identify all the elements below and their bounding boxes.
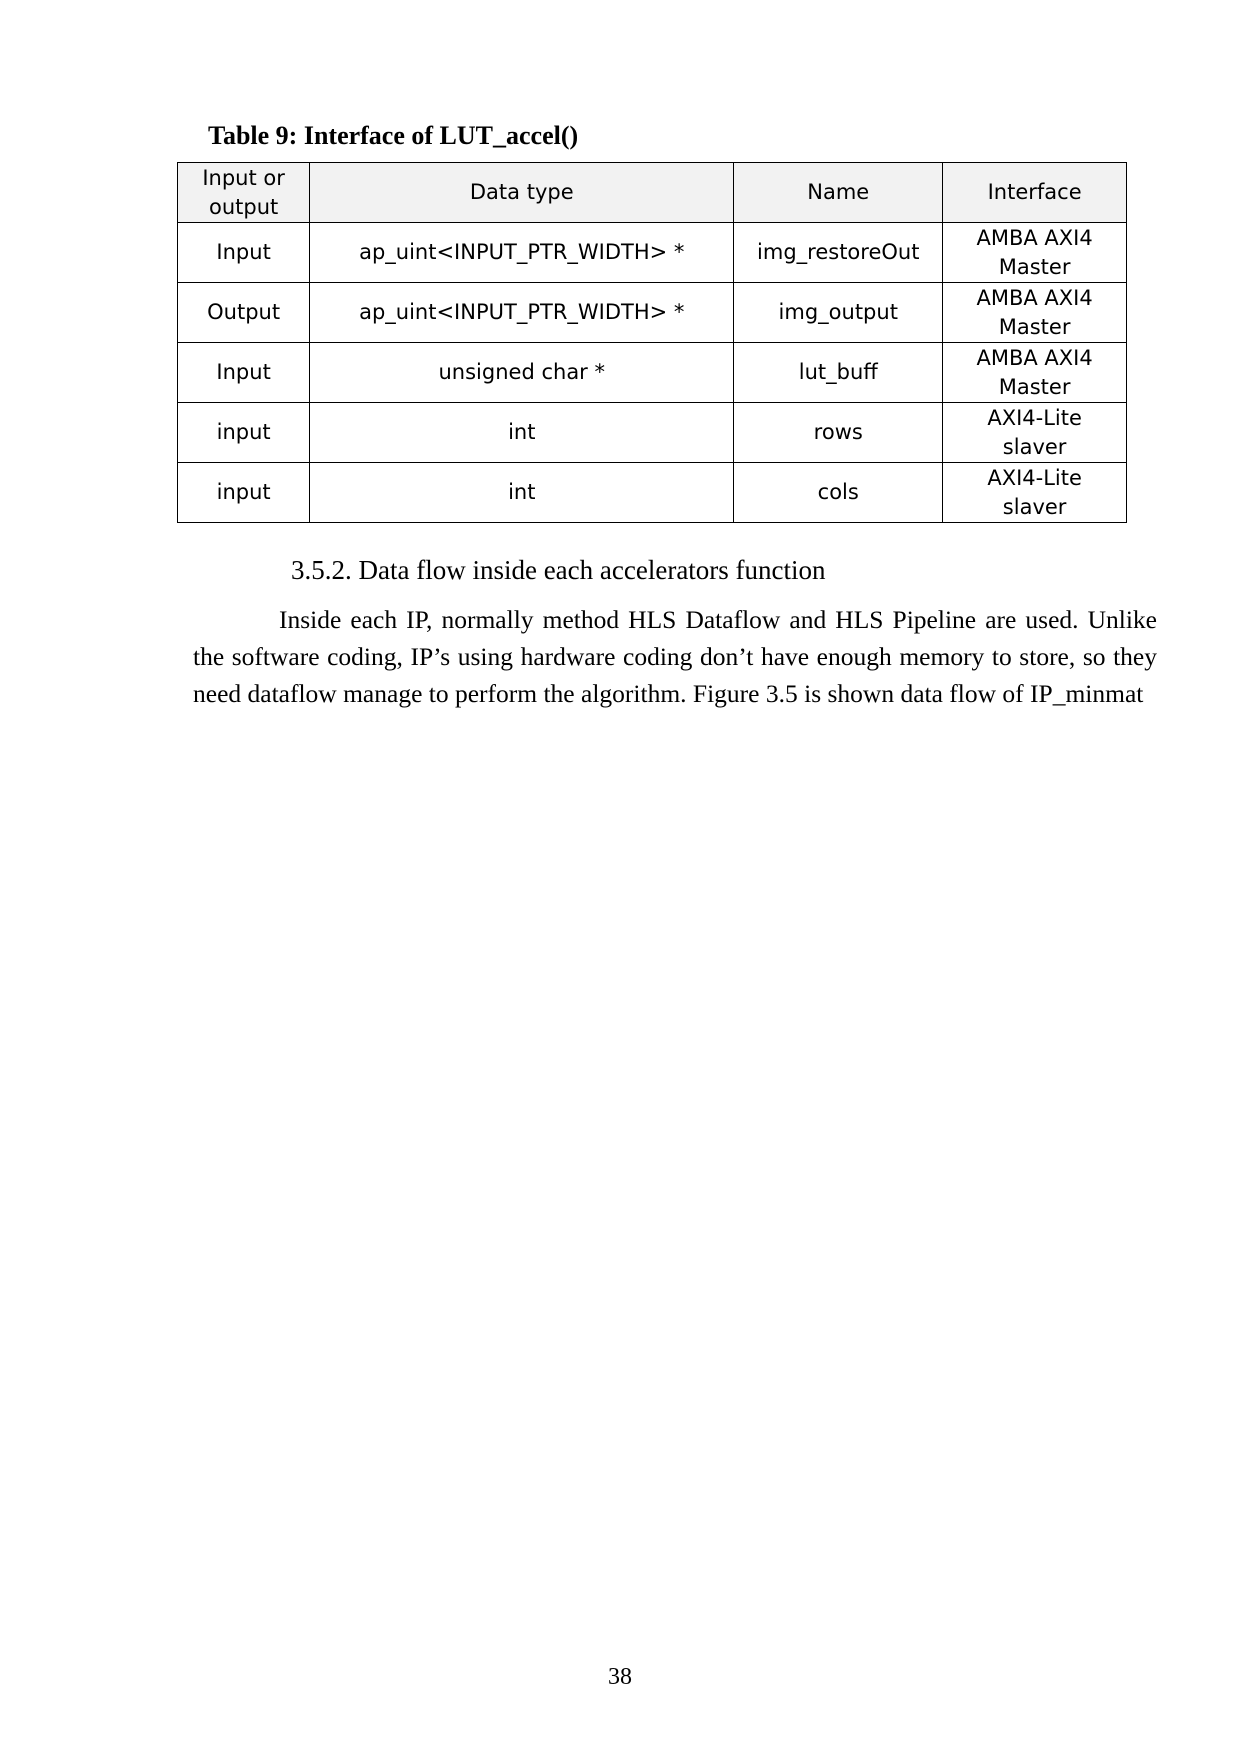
cell-interface: AMBA AXI4 Master (943, 223, 1127, 283)
cell-data-type: ap_uint<INPUT_PTR_WIDTH> * (310, 223, 734, 283)
header-name: Name (734, 163, 943, 223)
cell-interface: AXI4-Lite slaver (943, 403, 1127, 463)
header-input-output: Input or output (178, 163, 310, 223)
cell-data-type: unsigned char * (310, 343, 734, 403)
cell-name: img_output (734, 283, 943, 343)
table-header-row (178, 163, 1127, 223)
cell-interface: AXI4-Lite slaver (943, 463, 1127, 523)
table-row (178, 343, 1127, 403)
cell-interface: AMBA AXI4 Master (943, 283, 1127, 343)
cell-direction: Output (178, 283, 310, 343)
cell-data-type: int (310, 463, 734, 523)
cell-name: lut_buff (734, 343, 943, 403)
cell-data-type: int (310, 403, 734, 463)
cell-data-type: ap_uint<INPUT_PTR_WIDTH> * (310, 283, 734, 343)
table-row (178, 283, 1127, 343)
table-row (178, 403, 1127, 463)
header-data-type: Data type (310, 163, 734, 223)
table-row (178, 463, 1127, 523)
page-number: 38 (608, 1664, 632, 1690)
cell-name: rows (734, 403, 943, 463)
cell-direction: Input (178, 223, 310, 283)
table-caption: Table 9: Interface of LUT_accel() (208, 121, 579, 150)
cell-direction: input (178, 403, 310, 463)
table-row (178, 223, 1127, 283)
body-paragraph: Inside each IP, normally method HLS Dataflow and HLS Pipeline are used. Unlike the software coding, IP’s using hardware coding don’t have enough memory to store, so they need dataflow manage to perform the algorithm. Figure 3.5 is shown data flow of IP_minmat (193, 605, 1157, 708)
cell-interface: AMBA AXI4 Master (943, 343, 1127, 403)
cell-direction: input (178, 463, 310, 523)
interface-table (177, 162, 1127, 523)
cell-direction: Input (178, 343, 310, 403)
cell-name: img_restoreOut (734, 223, 943, 283)
cell-name: cols (734, 463, 943, 523)
section-heading: 3.5.2. Data flow inside each accelerators function (291, 555, 826, 585)
header-interface: Interface (943, 163, 1127, 223)
